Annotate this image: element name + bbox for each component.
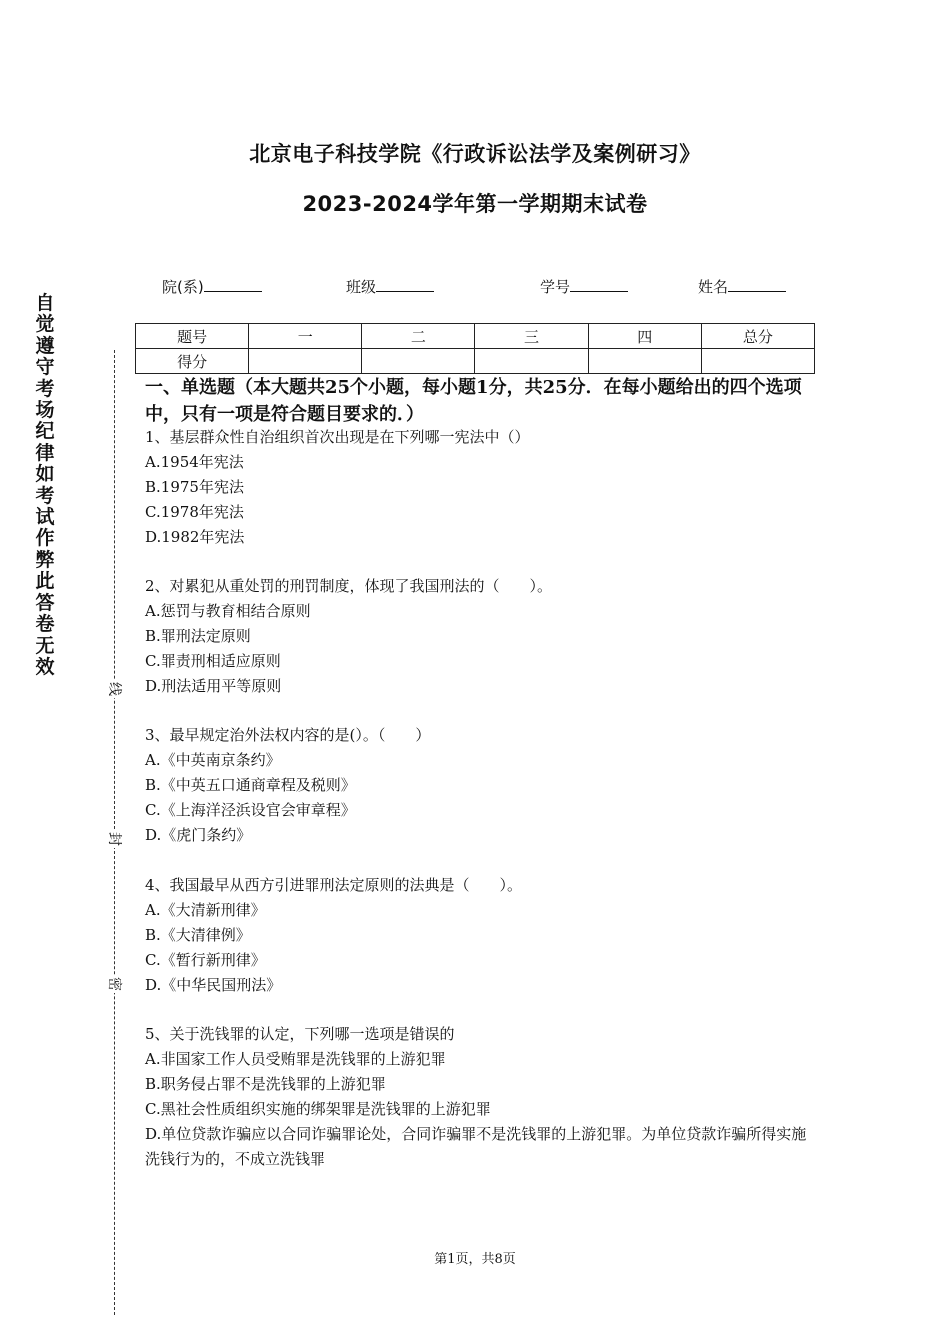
page-number: 第1页，共8页 (434, 1252, 516, 1267)
notice-char: 考 (35, 377, 55, 400)
option-b[interactable]: B.罪刑法定原则 (145, 627, 251, 645)
exam-title-line1: 北京电子科技学院《行政诉讼法学及案例研习》 (249, 142, 701, 166)
notice-char: 律 (35, 441, 55, 464)
option-d[interactable]: D.刑法适用平等原则 (145, 677, 282, 695)
score-header-cell: 一 (249, 324, 362, 349)
option-d[interactable]: D.《中华民国刑法》 (145, 976, 282, 994)
score-row-label: 得分 (136, 349, 249, 374)
class-field (346, 276, 434, 297)
notice-char: 觉 (35, 313, 55, 336)
option-b[interactable]: B.《大清律例》 (145, 926, 251, 944)
section-title: 一、单选题（本大题共25个小题，每小题1分，共25分．在每小题给出的四个选项中，只有一项是符合题目要求的．） (145, 377, 802, 425)
seal-label-seal: 封 (106, 832, 122, 846)
question-1 (145, 425, 817, 550)
score-header-cell: 三 (475, 324, 588, 349)
vertical-exam-notice (31, 293, 59, 678)
question-2 (145, 574, 817, 699)
score-cell[interactable] (701, 349, 814, 374)
option-c[interactable]: C.《上海洋泾浜设官会审章程》 (145, 801, 356, 819)
name-field (698, 276, 786, 297)
option-b[interactable]: B.1975年宪法 (145, 478, 244, 496)
score-header-cell: 二 (362, 324, 475, 349)
notice-char: 作 (35, 527, 55, 550)
question-stem: 4、我国最早从西方引进罪刑法定原则的法典是（ ）。 (145, 876, 523, 894)
student-id-label: 学号 (540, 278, 571, 296)
seal-label-secret: 密 (106, 977, 122, 991)
score-cell[interactable] (362, 349, 475, 374)
score-table (135, 323, 815, 374)
notice-char: 场 (35, 399, 55, 422)
notice-char: 弊 (35, 548, 55, 571)
notice-char: 纪 (35, 420, 55, 443)
notice-char: 自 (35, 292, 55, 314)
score-cell[interactable] (475, 349, 588, 374)
option-a[interactable]: A.非国家工作人员受贿罪是洗钱罪的上游犯罪 (145, 1050, 446, 1068)
department-blank[interactable] (204, 276, 262, 292)
question-4 (145, 873, 817, 998)
option-a[interactable]: A.惩罚与教育相结合原则 (145, 602, 311, 620)
notice-char: 效 (35, 655, 55, 678)
student-id-blank[interactable] (570, 276, 628, 292)
option-a[interactable]: A.1954年宪法 (145, 453, 244, 471)
option-d[interactable]: D.《虎门条约》 (145, 826, 252, 844)
notice-char: 守 (35, 356, 55, 379)
option-c[interactable]: C.《暂行新刑律》 (145, 951, 266, 969)
score-table-header-row (136, 324, 815, 349)
department-field (162, 276, 262, 297)
department-label: 院(系) (162, 278, 204, 296)
notice-char: 试 (35, 506, 55, 529)
student-id-field (540, 276, 628, 297)
notice-char: 无 (35, 634, 55, 657)
score-header-cell: 四 (588, 324, 701, 349)
exam-title-line2: 2023-2024学年第一学期期末试卷 (302, 192, 648, 216)
option-a[interactable]: A.《大清新刑律》 (145, 901, 266, 919)
option-b[interactable]: B.职务侵占罪不是洗钱罪的上游犯罪 (145, 1075, 386, 1093)
option-a[interactable]: A.《中英南京条约》 (145, 751, 281, 769)
option-c[interactable]: C.1978年宪法 (145, 503, 244, 521)
option-b[interactable]: B.《中英五口通商章程及税则》 (145, 776, 356, 794)
option-d[interactable]: D.1982年宪法 (145, 528, 245, 546)
score-cell[interactable] (249, 349, 362, 374)
notice-char: 考 (35, 484, 55, 507)
question-3 (145, 723, 817, 848)
score-cell[interactable] (588, 349, 701, 374)
notice-char: 卷 (35, 613, 55, 636)
question-stem: 3、最早规定治外法权内容的是(）。（ ） (145, 726, 431, 744)
option-c[interactable]: C.黑社会性质组织实施的绑架罪是洗钱罪的上游犯罪 (145, 1100, 491, 1118)
notice-char: 如 (35, 463, 55, 486)
question-stem: 2、对累犯从重处罚的刑罚制度，体现了我国刑法的（ ）。 (145, 577, 553, 595)
score-header-cell: 总分 (701, 324, 814, 349)
name-label: 姓名 (698, 278, 729, 296)
name-blank[interactable] (728, 276, 786, 292)
score-header-cell: 题号 (136, 324, 249, 349)
option-c[interactable]: C.罪责刑相适应原则 (145, 652, 281, 670)
notice-char: 此 (35, 570, 55, 593)
question-stem: 1、基层群众性自治组织首次出现是在下列哪一宪法中（） (145, 428, 530, 446)
option-d[interactable]: D.单位贷款诈骗应以合同诈骗罪论处，合同诈骗罪不是洗钱罪的上游犯罪。为单位贷款诈骗所得实施洗钱行为的，不成立洗钱罪 (145, 1125, 807, 1168)
question-5 (145, 1022, 817, 1172)
question-stem: 5、关于洗钱罪的认定，下列哪一选项是错误的 (145, 1025, 455, 1043)
class-blank[interactable] (376, 276, 434, 292)
notice-char: 答 (35, 591, 55, 614)
notice-char: 遵 (35, 334, 55, 357)
seal-label-line: 线 (106, 682, 122, 696)
score-table-score-row (136, 349, 815, 374)
class-label: 班级 (346, 278, 377, 296)
